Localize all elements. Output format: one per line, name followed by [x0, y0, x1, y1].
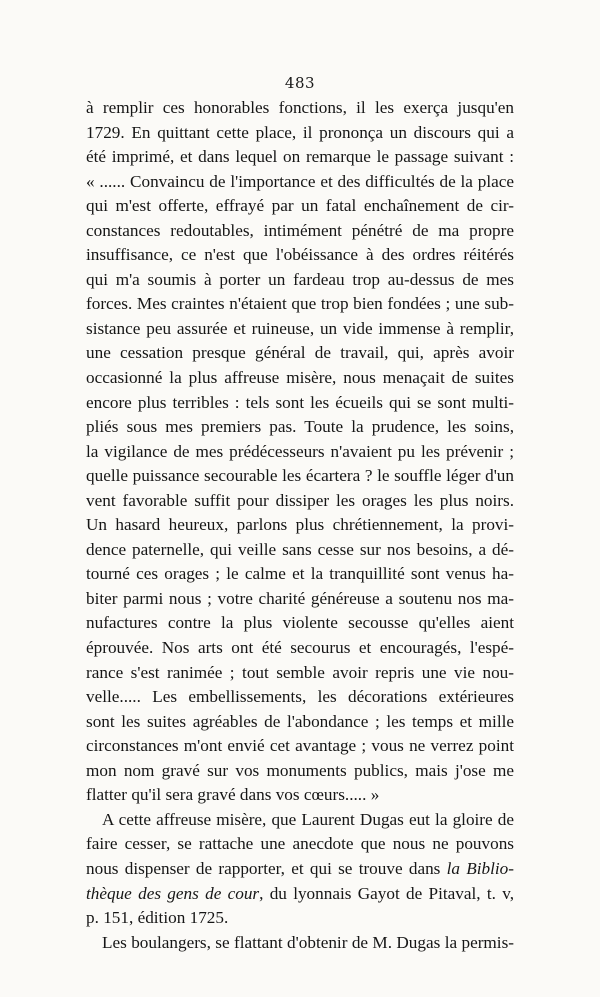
- text-line: rance s'est ranimée ; tout semble avoir repris une vie nou-: [86, 662, 514, 682]
- text-line: constances redoutables, intimément pénétré de ma propre: [86, 220, 514, 240]
- text-line: encore plus terribles : tels sont les écueils qui se sont multi-: [86, 392, 514, 412]
- text-line: sont les suites agréables de l'abondance ; les temps et mille: [86, 711, 514, 731]
- text-line: [86, 882, 514, 907]
- text-line: circonstances m'ont envié cet avantage ; vous ne verrez point: [86, 736, 514, 756]
- text-line: forces. Mes craintes n'étaient que trop bien fondées ; une sub-: [86, 294, 514, 314]
- text-line: Un hasard heureux, parlons plus chrétiennement, la provi-: [86, 515, 514, 535]
- text-line: nufactures contre la plus violente secousse qu'elles aient: [86, 613, 514, 633]
- text-line: « ...... Convaincu de l'importance et des difficultés de la place: [86, 171, 514, 191]
- book-title-italic: la Biblio-: [446, 858, 514, 878]
- text-line: insuffisance, ce n'est que l'obéissance à des ordres réitérés: [86, 245, 514, 265]
- text-line: p. 151, édition 1725.: [86, 908, 229, 928]
- text-line: [86, 857, 514, 882]
- text-line: flatter qu'il sera gravé dans vos cœurs..... »: [86, 785, 380, 805]
- text-line: occasionné la plus affreuse misère, nous menaçait de suites: [86, 368, 514, 388]
- text-line: tourné ces orages ; le calme et la tranquillité sont venus ha-: [86, 564, 514, 584]
- text-line: été imprimé, et dans lequel on remarque le passage suivant :: [86, 147, 514, 167]
- text-line: une cessation presque général de travail, qui, après avoir: [86, 343, 514, 363]
- text-line: pliés sous mes premiers pas. Toute la prudence, les soins,: [86, 417, 514, 437]
- page-number: 483: [284, 74, 316, 92]
- body-text: [86, 96, 514, 955]
- text-line: à remplir ces honorables fonctions, il les exerça jusqu'en: [86, 98, 514, 117]
- text-run: nous dispenser de rapporter, et qui se trouve dans: [86, 858, 447, 878]
- text-line: biter parmi nous ; votre charité généreuse a soutenu nos ma-: [86, 588, 514, 608]
- text-run: , du lyonnais Gayot de Pitaval, t. v,: [259, 883, 514, 903]
- text-line: qui m'est offerte, effrayé par un fatal enchaînement de cir-: [86, 196, 514, 216]
- text-line: vent favorable suffit pour dissiper les orages les plus noirs.: [86, 490, 514, 510]
- text-line: dence paternelle, qui veille sans cesse sur nos besoins, a dé-: [86, 539, 514, 559]
- text-line: qui m'a soumis à porter un fardeau trop au-dessus de mes: [86, 269, 514, 289]
- text-line: éprouvée. Nos arts ont été secourus et encouragés, l'espé-: [86, 638, 514, 658]
- text-line: 1729. En quittant cette place, il prononça un discours qui a: [86, 122, 514, 142]
- text-line: quelle puissance secourable les écartera ? le souffle léger d'un: [86, 466, 514, 486]
- text-line: sistance peu assurée et ruineuse, un vide immense à remplir,: [86, 318, 514, 338]
- text-line: la vigilance de mes prédécesseurs n'avaient pu les prévenir ;: [86, 441, 514, 461]
- book-title-italic: thèque des gens de cour: [86, 883, 260, 903]
- text-line: velle..... Les embellissements, les décorations extérieures: [86, 687, 514, 707]
- text-line: Les boulangers, se flattant d'obtenir de M. Dugas la permis-: [102, 932, 514, 952]
- text-line: faire cesser, se rattache une anecdote que nous ne pouvons: [86, 834, 514, 854]
- text-line: A cette affreuse misère, que Laurent Dugas eut la gloire de: [102, 809, 514, 829]
- text-line: mon nom gravé sur vos monuments publics, mais j'ose me: [86, 760, 514, 780]
